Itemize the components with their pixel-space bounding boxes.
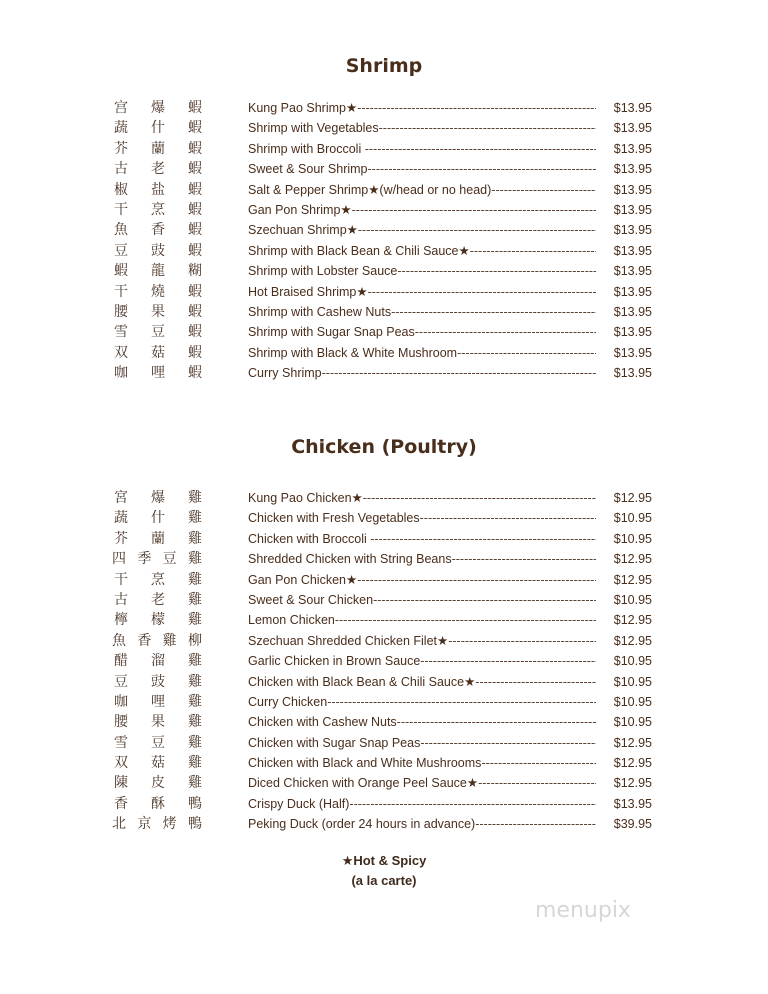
chinese-name bbox=[112, 220, 202, 240]
chinese-name bbox=[112, 180, 202, 200]
chinese-name bbox=[112, 610, 202, 630]
chinese-character: 芥 bbox=[114, 530, 128, 547]
menu-item-row bbox=[0, 220, 768, 240]
menu-item-row bbox=[0, 343, 768, 363]
menu-item-row bbox=[0, 529, 768, 549]
chinese-character: 雞 bbox=[188, 591, 202, 608]
menu-item-row bbox=[0, 692, 768, 712]
chinese-character: 豆 bbox=[151, 324, 165, 341]
chinese-name bbox=[112, 549, 202, 569]
english-name: Lemon Chicken ----- bbox=[248, 610, 596, 630]
item-price: $13.95 bbox=[613, 202, 652, 217]
chinese-character: 芥 bbox=[114, 140, 128, 157]
english-name: Shrimp with Vegetables ----- bbox=[248, 118, 596, 138]
chinese-character: 酥 bbox=[151, 795, 165, 812]
chinese-name bbox=[112, 590, 202, 610]
item-price: $10.95 bbox=[613, 654, 652, 669]
chinese-character: 咖 bbox=[114, 693, 128, 710]
chinese-character: 烤 bbox=[162, 816, 177, 833]
chinese-character: 干 bbox=[114, 571, 128, 588]
english-name: Shrimp with Lobster Sauce ----- bbox=[248, 261, 596, 281]
english-name: Crispy Duck (Half) ----- bbox=[248, 794, 596, 814]
menu-item-row bbox=[0, 753, 768, 773]
chinese-character: 蝦 bbox=[188, 242, 202, 259]
item-price: $13.95 bbox=[613, 182, 652, 197]
item-price: $13.95 bbox=[613, 366, 652, 381]
chinese-character: 果 bbox=[151, 714, 165, 731]
shrimp-section-title: Shrimp bbox=[345, 55, 423, 77]
english-name: Chicken with Black and White Mushrooms ----- bbox=[248, 753, 596, 773]
chinese-character: 蝦 bbox=[188, 303, 202, 320]
chinese-character: 豆 bbox=[151, 734, 165, 751]
english-name: Shredded Chicken with String Beans ----- bbox=[248, 549, 596, 569]
a-la-carte-note: (a la carte) bbox=[351, 873, 417, 888]
chinese-character: 蝦 bbox=[188, 222, 202, 239]
menu-item-row bbox=[0, 651, 768, 671]
item-price: $13.95 bbox=[613, 284, 652, 299]
menu-item-row bbox=[0, 261, 768, 281]
chinese-character: 季 bbox=[137, 551, 152, 568]
chinese-character: 烹 bbox=[151, 201, 165, 218]
item-price: $10.95 bbox=[613, 674, 652, 689]
chinese-character: 干 bbox=[114, 201, 128, 218]
chinese-character: 雞 bbox=[188, 755, 202, 772]
menu-item-row bbox=[0, 180, 768, 200]
chinese-character: 蝦 bbox=[188, 181, 202, 198]
chinese-character: 蝦 bbox=[188, 344, 202, 361]
chinese-character: 蝦 bbox=[188, 365, 202, 382]
chinese-character: 宫 bbox=[114, 100, 128, 116]
chinese-character: 陳 bbox=[114, 775, 128, 792]
english-name: Shrimp with Broccoli ----- bbox=[248, 139, 596, 159]
item-price: $12.95 bbox=[613, 776, 652, 791]
chinese-name bbox=[112, 712, 202, 732]
chinese-name bbox=[112, 98, 202, 118]
item-price: $10.95 bbox=[613, 531, 652, 546]
chinese-character: 香 bbox=[151, 222, 165, 239]
chinese-name bbox=[112, 261, 202, 281]
english-name: Curry Chicken ----- bbox=[248, 692, 596, 712]
chinese-character: 柳 bbox=[187, 632, 202, 649]
menu-item-row bbox=[0, 794, 768, 814]
english-name: Diced Chicken with Orange Peel Sauce★ ----- bbox=[248, 773, 596, 793]
chinese-character: 老 bbox=[151, 161, 165, 178]
menu-item-row bbox=[0, 98, 768, 118]
chinese-character: 哩 bbox=[151, 693, 165, 710]
item-price: $12.95 bbox=[613, 756, 652, 771]
chinese-name bbox=[112, 794, 202, 814]
english-name: Garlic Chicken in Brown Sauce ----- bbox=[248, 651, 596, 671]
chinese-character: 魚 bbox=[114, 222, 128, 239]
item-price: $13.95 bbox=[613, 345, 652, 360]
item-price: $12.95 bbox=[613, 735, 652, 750]
chinese-character: 咖 bbox=[114, 365, 128, 382]
chinese-character: 雞 bbox=[188, 775, 202, 792]
english-name: Szechuan Shredded Chicken Filet★ ----- bbox=[248, 631, 596, 651]
item-price: $13.95 bbox=[613, 101, 652, 115]
menu-item-row bbox=[0, 302, 768, 322]
chinese-character: 什 bbox=[151, 120, 165, 137]
chinese-character: 雪 bbox=[114, 324, 128, 341]
chinese-character: 双 bbox=[114, 755, 128, 772]
menu-item-row bbox=[0, 631, 768, 651]
chinese-character: 椒 bbox=[114, 181, 128, 198]
english-name: Szechuan Shrimp★ ----- bbox=[248, 220, 596, 240]
item-price: $13.95 bbox=[613, 223, 652, 238]
chinese-name bbox=[112, 139, 202, 159]
chinese-character: 盐 bbox=[151, 181, 165, 198]
chinese-character: 蝦 bbox=[188, 161, 202, 178]
item-price: $12.95 bbox=[613, 552, 652, 567]
item-price: $13.95 bbox=[613, 243, 652, 258]
chinese-character: 蝦 bbox=[188, 283, 202, 300]
chinese-character: 蝦 bbox=[188, 120, 202, 137]
chinese-name bbox=[112, 282, 202, 302]
chinese-character: 宮 bbox=[114, 490, 128, 506]
english-name: Shrimp with Black & White Mushroom ----- bbox=[248, 343, 596, 363]
chinese-character: 古 bbox=[114, 591, 128, 608]
chinese-name bbox=[112, 631, 202, 651]
menu-item-row bbox=[0, 712, 768, 732]
chinese-character: 雞 bbox=[188, 693, 202, 710]
chinese-character: 雞 bbox=[188, 673, 202, 690]
item-price: $13.95 bbox=[613, 325, 652, 340]
menu-item-row bbox=[0, 282, 768, 302]
menupix-watermark: menupix bbox=[535, 898, 631, 923]
chinese-character: 爆 bbox=[151, 100, 165, 116]
chinese-name bbox=[112, 814, 202, 834]
chinese-character: 醋 bbox=[114, 653, 128, 670]
chinese-character: 雞 bbox=[188, 653, 202, 670]
menu-item-row bbox=[0, 488, 768, 508]
chinese-character: 龍 bbox=[151, 263, 165, 280]
chinese-character: 檸 bbox=[114, 612, 128, 629]
english-name: Chicken with Cashew Nuts ----- bbox=[248, 712, 596, 732]
chinese-name bbox=[112, 488, 202, 508]
item-price: $13.95 bbox=[613, 162, 652, 177]
item-price: $12.95 bbox=[613, 613, 652, 628]
item-price: $10.95 bbox=[613, 592, 652, 607]
chinese-character: 果 bbox=[151, 303, 165, 320]
chinese-character: 雞 bbox=[188, 530, 202, 547]
chinese-character: 腰 bbox=[114, 303, 128, 320]
chinese-character: 老 bbox=[151, 591, 165, 608]
english-name: Sweet & Sour Shrimp ----- bbox=[248, 159, 596, 179]
chinese-name bbox=[112, 200, 202, 220]
chinese-character: 皮 bbox=[151, 775, 165, 792]
english-name: Chicken with Black Bean & Chili Sauce★ ----- bbox=[248, 672, 596, 692]
chinese-character: 什 bbox=[151, 510, 165, 527]
chinese-character: 雞 bbox=[188, 490, 202, 506]
hot-spicy-note: ★Hot & Spicy bbox=[341, 853, 427, 868]
menu-item-row bbox=[0, 322, 768, 342]
chinese-character: 雞 bbox=[162, 632, 177, 649]
english-name: Shrimp with Cashew Nuts ----- bbox=[248, 302, 596, 322]
chinese-name bbox=[112, 508, 202, 528]
chinese-character: 京 bbox=[137, 816, 152, 833]
chinese-name bbox=[112, 672, 202, 692]
english-name: Chicken with Broccoli ----- bbox=[248, 529, 596, 549]
chinese-character: 豉 bbox=[151, 673, 165, 690]
chinese-character: 蘭 bbox=[151, 530, 165, 547]
chinese-character: 古 bbox=[114, 161, 128, 178]
chinese-character: 香 bbox=[114, 795, 128, 812]
item-price: $13.95 bbox=[613, 264, 652, 279]
menu-item-row bbox=[0, 773, 768, 793]
chinese-name bbox=[112, 363, 202, 383]
chinese-character: 豆 bbox=[114, 673, 128, 690]
english-name: Sweet & Sour Chicken ----- bbox=[248, 590, 596, 610]
chinese-character: 蝦 bbox=[188, 100, 202, 116]
menu-item-row bbox=[0, 241, 768, 261]
chinese-name bbox=[112, 529, 202, 549]
item-price: $13.95 bbox=[613, 304, 652, 319]
chinese-character: 烹 bbox=[151, 571, 165, 588]
chinese-character: 雪 bbox=[114, 734, 128, 751]
chinese-name bbox=[112, 753, 202, 773]
chinese-character: 蝦 bbox=[188, 201, 202, 218]
english-name: Gan Pon Shrimp★ ----- bbox=[248, 200, 596, 220]
menu-item-row bbox=[0, 814, 768, 834]
menu-item-row bbox=[0, 610, 768, 630]
chinese-name bbox=[112, 733, 202, 753]
chinese-name bbox=[112, 118, 202, 138]
shrimp-menu-list bbox=[0, 98, 768, 383]
chinese-character: 干 bbox=[114, 283, 128, 300]
chinese-character: 燒 bbox=[151, 283, 165, 300]
english-name: Chicken with Sugar Snap Peas ----- bbox=[248, 733, 596, 753]
chinese-character: 蔬 bbox=[114, 510, 128, 527]
english-name: Hot Braised Shrimp★ ----- bbox=[248, 282, 596, 302]
chinese-character: 雞 bbox=[187, 551, 202, 568]
item-price: $13.95 bbox=[613, 796, 652, 811]
chinese-character: 四 bbox=[112, 551, 126, 568]
english-name: Chicken with Fresh Vegetables ----- bbox=[248, 508, 596, 528]
menu-item-row bbox=[0, 200, 768, 220]
english-name: Gan Pon Chicken★ ----- bbox=[248, 570, 596, 590]
chinese-character: 哩 bbox=[151, 365, 165, 382]
chinese-character: 檬 bbox=[151, 612, 165, 629]
item-price: $10.95 bbox=[613, 715, 652, 730]
chinese-character: 双 bbox=[114, 344, 128, 361]
chinese-character: 北 bbox=[112, 816, 126, 833]
english-name: Shrimp with Black Bean & Chili Sauce★ ----- bbox=[248, 241, 596, 261]
chinese-name bbox=[112, 343, 202, 363]
chinese-name bbox=[112, 692, 202, 712]
chinese-character: 溜 bbox=[151, 653, 165, 670]
chinese-character: 蔬 bbox=[114, 120, 128, 137]
chinese-name bbox=[112, 302, 202, 322]
menu-item-row bbox=[0, 508, 768, 528]
chinese-character: 雞 bbox=[188, 571, 202, 588]
english-name: Kung Pao Shrimp★ ----- bbox=[248, 98, 596, 118]
chinese-character: 魚 bbox=[112, 632, 126, 649]
english-name: Peking Duck (order 24 hours in advance) ----- bbox=[248, 814, 596, 834]
chinese-character: 菇 bbox=[151, 344, 165, 361]
menu-item-row bbox=[0, 733, 768, 753]
chicken-section-title: Chicken (Poultry) bbox=[291, 436, 477, 458]
chinese-name bbox=[112, 241, 202, 261]
chinese-character: 雞 bbox=[188, 510, 202, 527]
chinese-character: 腰 bbox=[114, 714, 128, 731]
menu-item-row bbox=[0, 159, 768, 179]
item-price: $39.95 bbox=[613, 817, 652, 832]
chinese-character: 雞 bbox=[188, 734, 202, 751]
item-price: $12.95 bbox=[613, 633, 652, 648]
chinese-character: 蝦 bbox=[114, 263, 128, 280]
chinese-name bbox=[112, 322, 202, 342]
item-price: $10.95 bbox=[613, 511, 652, 526]
chinese-character: 豆 bbox=[162, 551, 177, 568]
menu-item-row bbox=[0, 570, 768, 590]
english-name: Kung Pao Chicken★ ----- bbox=[248, 488, 596, 508]
chinese-character: 鴨 bbox=[187, 816, 202, 833]
menu-item-row bbox=[0, 672, 768, 692]
chinese-character: 糊 bbox=[188, 263, 202, 280]
chinese-name bbox=[112, 570, 202, 590]
english-name: Salt & Pepper Shrimp★(w/head or no head) ----- bbox=[248, 180, 596, 200]
menu-item-row bbox=[0, 590, 768, 610]
chinese-character: 蝦 bbox=[188, 140, 202, 157]
chicken-menu-list bbox=[0, 488, 768, 835]
chinese-character: 豉 bbox=[151, 242, 165, 259]
item-price: $13.95 bbox=[613, 121, 652, 136]
chinese-character: 蝦 bbox=[188, 324, 202, 341]
chinese-character: 豆 bbox=[114, 242, 128, 259]
item-price: $12.95 bbox=[613, 491, 652, 505]
menu-item-row bbox=[0, 363, 768, 383]
english-name: Shrimp with Sugar Snap Peas ----- bbox=[248, 322, 596, 342]
chinese-character: 鴨 bbox=[188, 795, 202, 812]
chinese-character: 菇 bbox=[151, 755, 165, 772]
item-price: $13.95 bbox=[613, 141, 652, 156]
chinese-character: 雞 bbox=[188, 612, 202, 629]
chinese-name bbox=[112, 651, 202, 671]
chinese-character: 蘭 bbox=[151, 140, 165, 157]
english-name: Curry Shrimp ----- bbox=[248, 363, 596, 383]
menu-item-row bbox=[0, 549, 768, 569]
chinese-character: 爆 bbox=[151, 490, 165, 506]
chinese-character: 香 bbox=[137, 632, 152, 649]
menu-item-row bbox=[0, 139, 768, 159]
chinese-name bbox=[112, 159, 202, 179]
menu-item-row bbox=[0, 118, 768, 138]
chinese-name bbox=[112, 773, 202, 793]
item-price: $12.95 bbox=[613, 572, 652, 587]
item-price: $10.95 bbox=[613, 694, 652, 709]
chinese-character: 雞 bbox=[188, 714, 202, 731]
